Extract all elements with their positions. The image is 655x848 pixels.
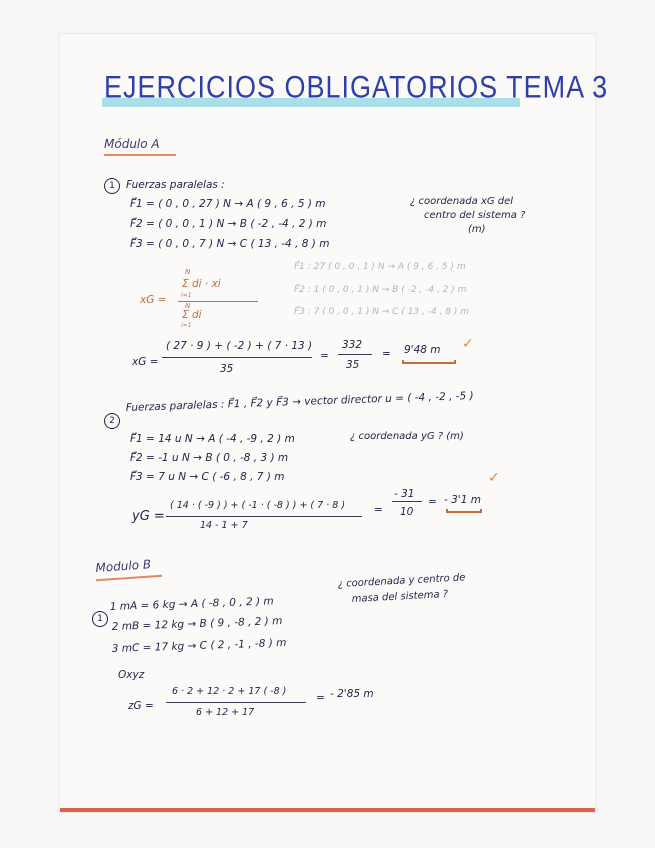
module-a-underline [104,154,176,156]
exercise-a1-question-3: (m) [468,224,486,235]
calc-a2-equals-2: = [428,496,437,508]
calc-a1-result-numerator: 332 [342,339,363,351]
exercise-a1-force-1: F⃗1 = ( 0 , 0 , 27 ) N → A ( 9 , 6 , 5 ) m [130,198,326,210]
exercise-a1-number: 1 [104,178,120,194]
calc-a2-equals: = [374,504,383,516]
exercise-a1-question-1: ¿ coordenada xG del [410,196,514,207]
exercise-a1-force-2: F⃗2 = ( 0 , 0 , 1 ) N → B ( -2 , -4 , 2 ) m [130,218,327,230]
calc-a2-fraction-line [166,516,362,517]
sheet-bottom-edge [60,808,595,812]
formula-lhs: xG = [140,294,167,306]
exercise-a2-question: ¿ coordenada yG ? (m) [350,431,464,442]
formula-den-upper-limit: N [185,302,191,310]
exercise-b1-mass-2: 2 mB = 12 kg → B ( 9 , -8 , 2 ) m [111,615,283,633]
calc-a1-numerator: ( 27 · 9 ) + ( -2 ) + ( 7 · 13 ) [166,340,313,352]
exercise-b1-mass-3: 3 mC = 17 kg → C ( 2 , -1 , -8 ) m [111,636,287,655]
formula-den-lower-limit: i=1 [181,322,192,329]
formula-num-lower-limit: i=1 [181,292,192,299]
side-note-2: F⃗2 : 1 ( 0 , 0 , 1 ) N → B ( -2 , -4 , 2 ) m [294,285,467,295]
calc-a2-result-numerator: - 31 [394,488,415,500]
exercise-a2-number: 2 [104,413,120,429]
calc-a2-check-mark: ✓ [488,470,500,486]
exercise-a2-force-3: F⃗3 = 7 u N → C ( -6 , 8 , 7 ) m [130,471,285,483]
exercise-b1-question-2: masa del sistema ? [351,588,449,605]
calc-a2-result-denominator: 10 [400,506,414,518]
calc-a2-denominator: 14 - 1 + 7 [200,520,248,531]
calc-a2-result: - 3'1 m [444,494,481,506]
calc-b1-equals: = [316,692,325,704]
exercise-b1-frame: Oxyz [118,669,145,681]
calc-a1-result: 9'48 m [404,344,441,356]
exercise-a2-label: Fuerzas paralelas : F⃗1 , F⃗2 y F⃗3 → vector director u = ( -4 , -2 , -5 ) [125,389,474,414]
exercise-a2-force-2: F⃗2 = -1 u N → B ( 0 , -8 , 3 ) m [130,452,289,464]
calc-a1-fraction-line [162,357,312,358]
exercise-b1-mass-1: 1 mA = 6 kg → A ( -8 , 0 , 2 ) m [109,595,274,613]
calc-b1-denominator: 6 + 12 + 17 [196,707,255,718]
exercise-a1-label: Fuerzas paralelas : [126,179,225,191]
calc-b1-result: - 2'85 m [330,688,374,700]
exercise-b1-question-1: ¿ coordenada y centro de [337,572,466,590]
page-title: EJERCICIOS OBLIGATORIOS TEMA 3 [104,70,609,105]
calc-a1-result-line [338,354,372,355]
formula-num-upper-limit: N [185,268,191,276]
exercise-a2-force-1: F⃗1 = 14 u N → A ( -4 , -9 , 2 ) m [130,433,295,445]
calc-a1-equals: = [320,350,329,362]
calc-a2-result-line [392,501,422,502]
calc-a1-check-mark: ✓ [462,336,474,352]
calc-a2-numerator: ( 14 · ( -9 ) ) + ( -1 · ( -8 ) ) + ( 7 · 8 ) [170,500,346,511]
calc-a1-equals-2: = [382,348,391,360]
calc-a1-denominator: 35 [220,363,234,375]
exercise-a1-force-3: F⃗3 = ( 0 , 0 , 7 ) N → C ( 13 , -4 , 8 ) m [130,238,330,250]
formula-numerator: Σ di · xi [182,278,221,290]
calc-a1-lhs: xG = [132,356,159,368]
formula-denominator: Σ di [182,309,202,321]
exercise-b1-number: 1 [92,611,108,627]
calc-a1-result-underline [402,360,456,364]
side-note-1: F⃗1 : 27 ( 0 , 0 , 1 ) N → A ( 9 , 6 , 5 ) m [294,262,466,272]
module-b-heading: Modulo B [95,557,152,575]
side-note-3: F⃗3 : 7 ( 0 , 0 , 1 ) N → C ( 13 , -4 , 8 ) m [294,307,470,317]
calc-a1-result-denominator: 35 [346,359,360,371]
calc-a2-result-underline [446,509,482,513]
calc-b1-fraction-line [166,702,306,703]
calc-b1-lhs: zG = [128,700,154,712]
calc-a2-lhs: yG = [132,509,165,524]
module-a-heading: Módulo A [104,137,160,151]
exercise-a1-question-2: centro del sistema ? [424,210,526,221]
calc-b1-numerator: 6 · 2 + 12 · 2 + 17 ( -8 ) [172,686,287,697]
